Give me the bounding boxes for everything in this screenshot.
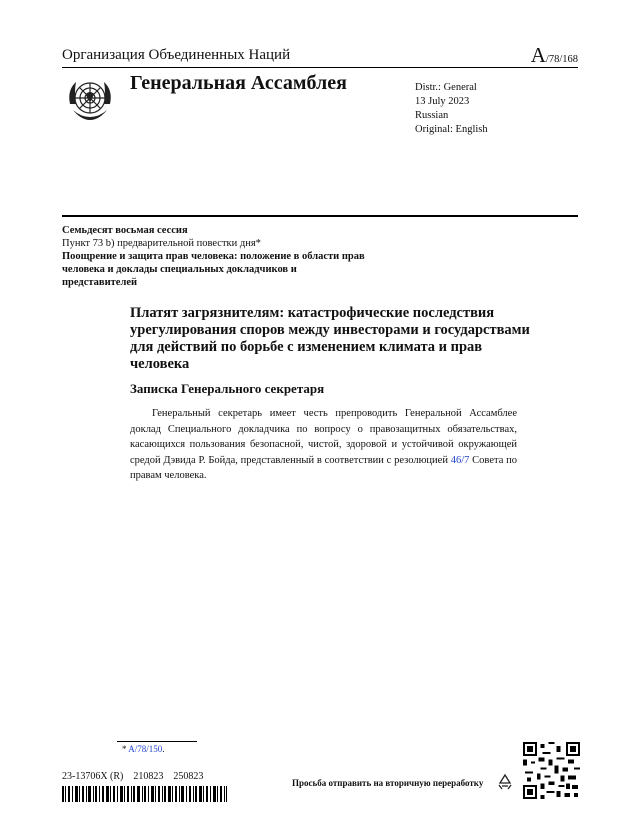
symbol-number: /78/168 [545, 54, 578, 65]
session-block [62, 224, 372, 289]
recycle-icon [496, 773, 514, 791]
recycle-notice: Просьба отправить на вторичную переработку [292, 778, 484, 788]
session-rule [62, 215, 578, 217]
general-assembly-title: Генеральная Ассамблея [130, 72, 347, 94]
un-emblem-icon [64, 74, 116, 126]
original-language: Original: English [415, 124, 488, 135]
barcode-icon [62, 786, 227, 802]
body-paragraph [130, 406, 517, 484]
body-text-part-2: Совета по правам человека. [130, 454, 517, 481]
footnote-rule [117, 741, 197, 742]
document-number: 23-13706X (R) 210823 250823 [62, 771, 204, 782]
session-name: Семьдесят восьмая сессия [62, 225, 188, 236]
body-text-part-1: Генеральный секретарь имеет честь препроводить Генеральной Ассамблее доклад Специального докладчика по вопросу о правозащитных обязательствах, касающихся пользования безопасной, чистой, здоровой и устойчивой окружающей средой Дэвида Р. Бойда, представленный в соответствии с резолюцией [130, 408, 517, 466]
issue-date: 13 July 2023 [415, 96, 470, 107]
distribution-block [415, 81, 488, 137]
footnote-marker: * [122, 744, 127, 754]
document-symbol [531, 43, 578, 68]
document-subtitle: Записка Генерального секретаря [130, 381, 325, 396]
footnote [122, 744, 165, 754]
document-title: Платят загрязнителям: катастрофические последствия урегулирования споров между инвесторами и государствами для действий по борьбе с изменением климата и прав человека [130, 305, 530, 372]
language: Russian [415, 110, 449, 121]
qr-code-icon[interactable] [523, 742, 580, 799]
footnote-end: . [162, 744, 165, 754]
header-rule [62, 67, 578, 68]
agenda-item: Пункт 73 b) предварительной повестки дня* [62, 238, 261, 249]
body-text [130, 406, 517, 484]
symbol-letter: A [530, 43, 546, 67]
footnote-link[interactable]: A/78/150 [128, 744, 163, 754]
distribution: Distr.: General [415, 82, 477, 93]
agenda-topic: Поощрение и защита прав человека: положение в области прав человека и доклады специальных докладчиков и представителей [62, 251, 365, 288]
organization-name: Организация Объединенных Наций [62, 47, 291, 63]
resolution-link[interactable]: 46/7 [450, 454, 470, 466]
